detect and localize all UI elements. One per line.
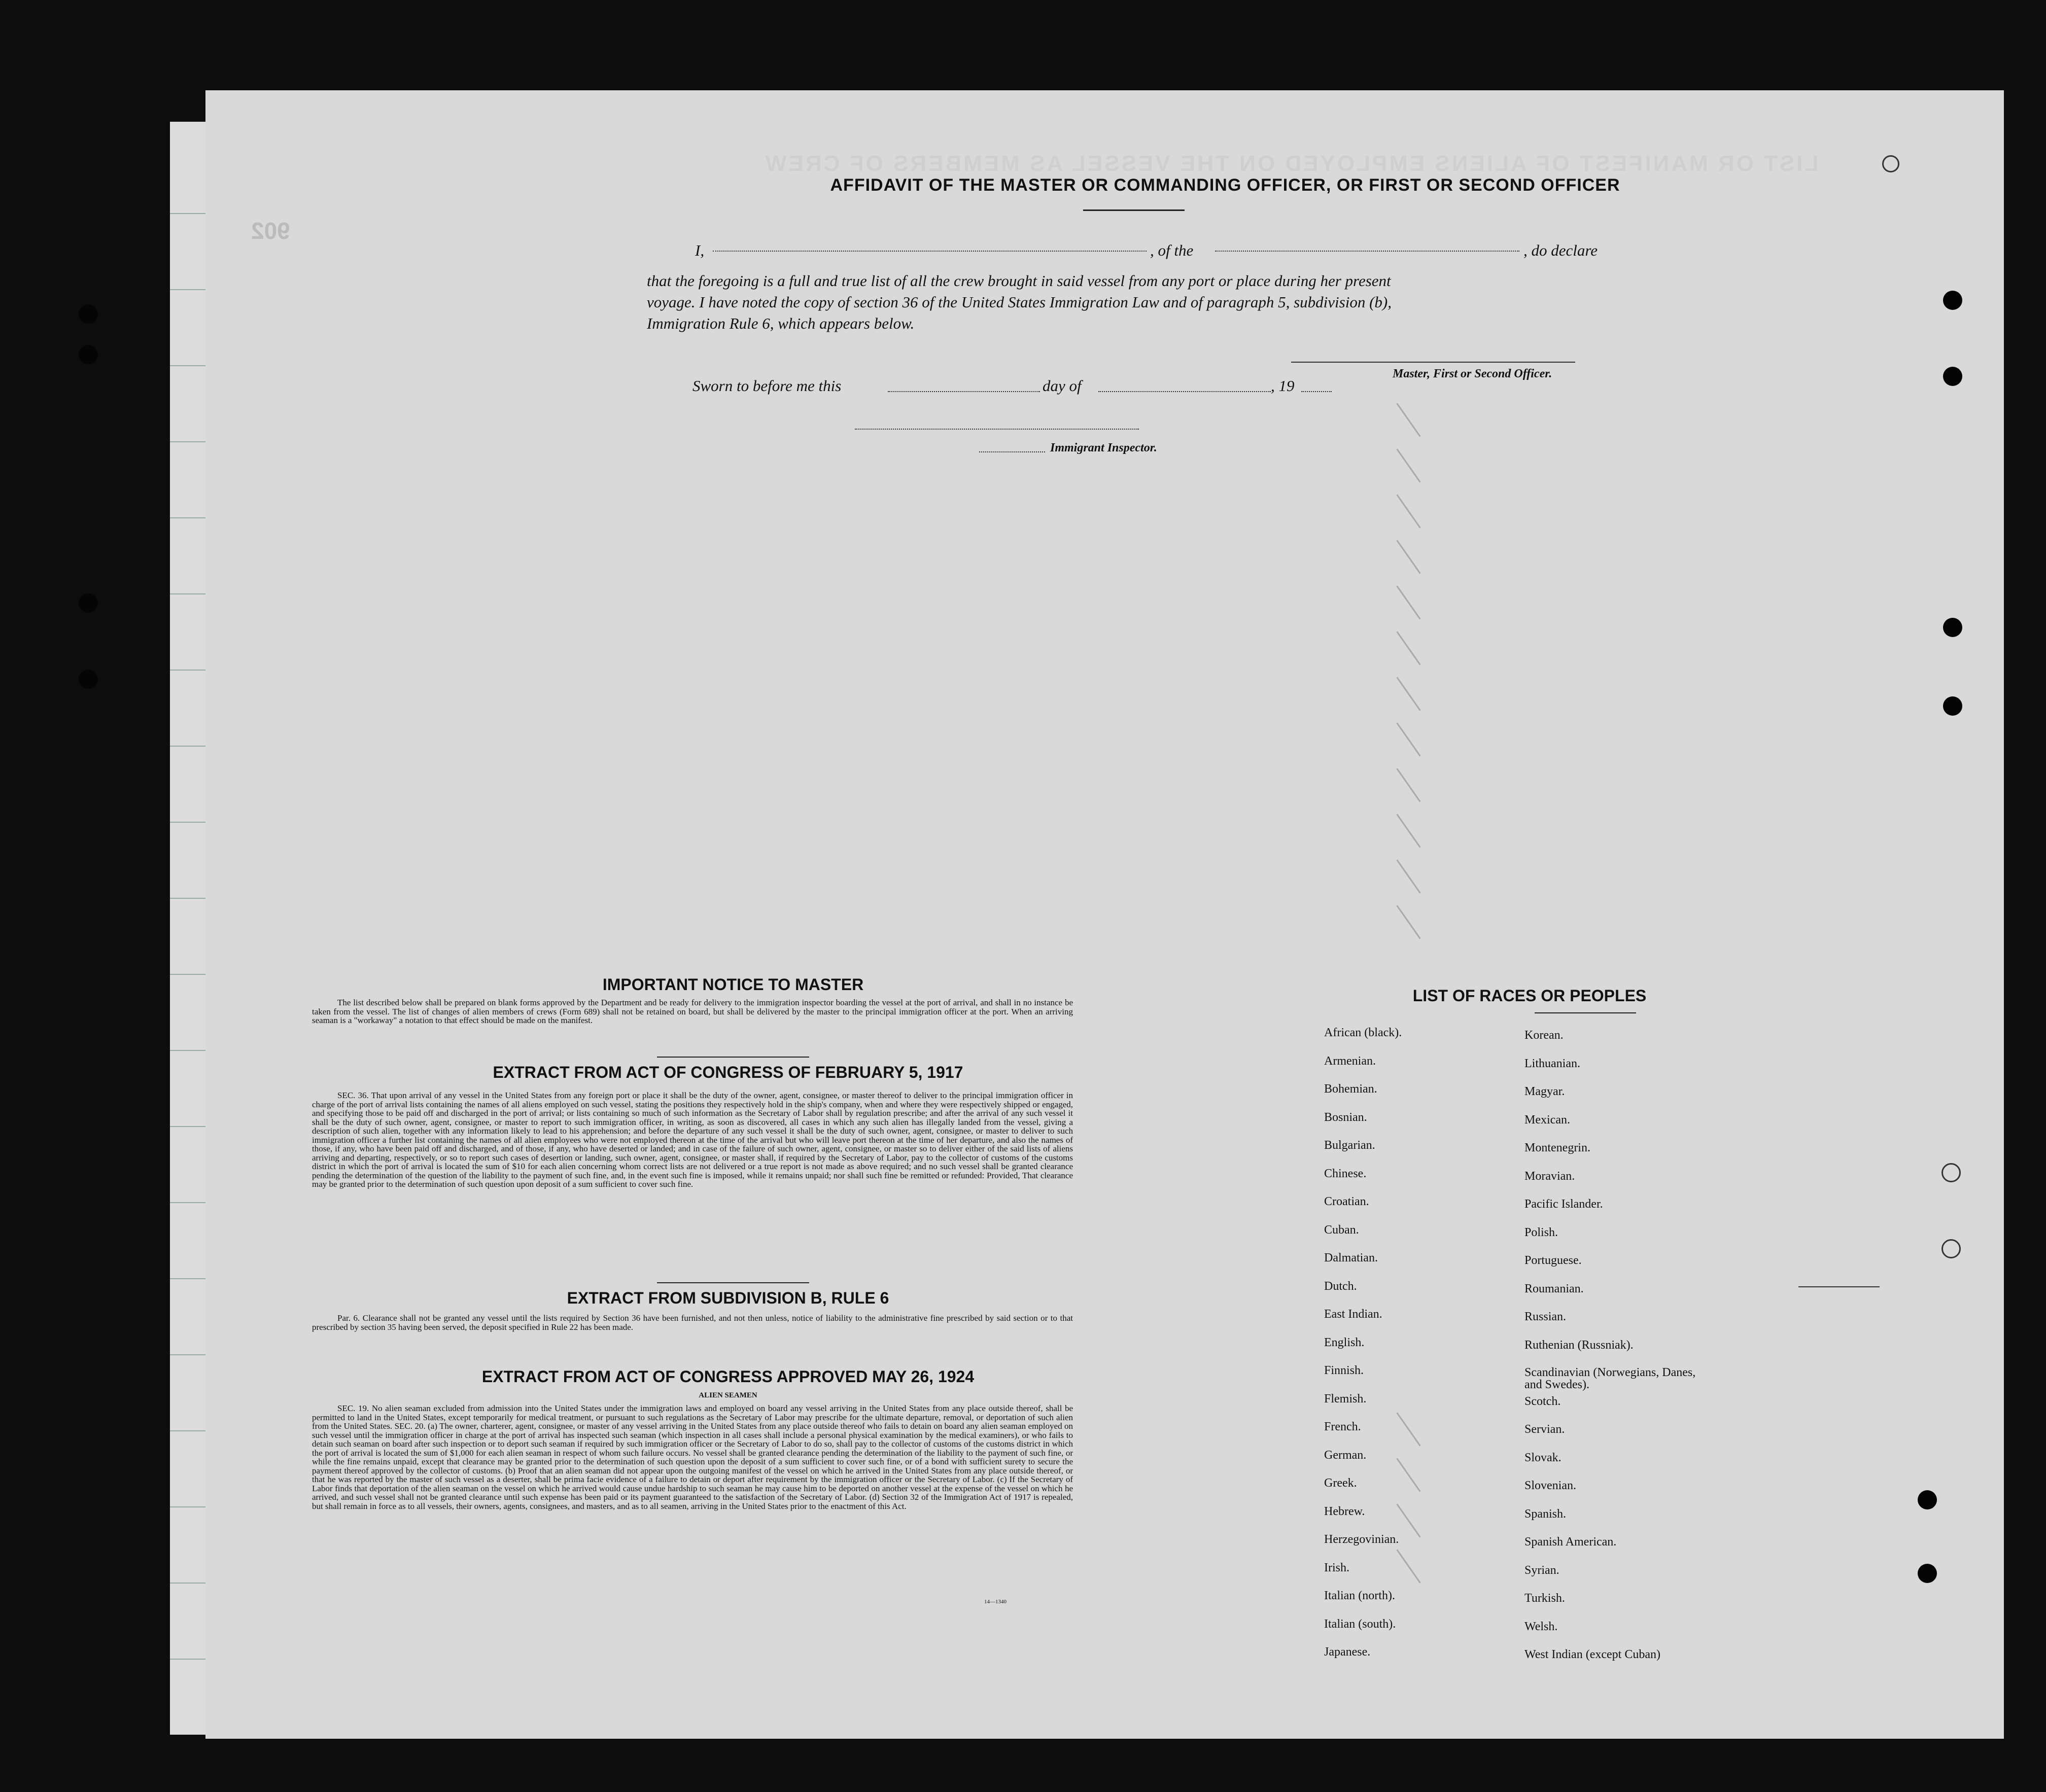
extract-1924-body: SEC. 19. No alien seaman excluded from admission into the United States under the immigration laws and employed on board any vessel arriving in the United States from any place outside thereof, shall be permitted to land in the United States, except temporarily for medical treatment, or pursuant to such regulations as the Secretary of Labor may prescribe for the ultimate departure, removal, or deportation of such alien from the United States. SEC. 20. (a) The owner, charterer, agent, consignee, or master of any vessel arriving in the United States from any place outside thereof who fails to detain on board any alien seaman employed on such vessel until the immigration officer in charge at the port of arrival has inspected such seaman (which inspection in all cases shall include a personal physical examination by the medical examiners), or who fails to detain such seaman on board after such inspection or to deport such seaman if required by such immigration officer or the Secretary of Labor to do so, shall pay to the collector of customs of the customs district in which the port of arrival is located the sum of $1,000 for each alien seaman in respect of whom such failure occurs. No vessel shall be granted clearance pending the determination of the liability to the payment of such fine, or while the fine remains unpaid, except that clearance may be granted prior to the determination of such question upon the deposit of a sum sufficient to cover such fine, or of a bond with sufficient surety to secure the payment thereof approved by the collector of customs. (b) Proof that an alien seaman did not appear upon the outgoing manifest of the vessel on which he arrived in the United States from any place outside thereof, or that he was reported by the master of such vessel as a deserter, shall be prima facie evidence of a failure to detain or deport after requirement by the immigration officer or the Secretary of Labor. (c) If the Secretary of Labor finds that deportation of the alien seaman on the vessel on which he arrived would cause undue hardship to such seaman he may cause him to be deported on another vessel at the expense of the vessel on which he arrived, and such vessel shall not be granted clearance until such expense has been paid or its payment guaranteed to the satisfaction of the Secretary of Labor. (d) Section 32 of the Immigration Act of 1917 is repealed, but shall remain in force as to all vessels, their owners, agents, consignees, and masters, and as to all seamen, arriving in the United States prior to the enactment of this Act. (312, 1403, 1073, 1511)
inspector-signature-line[interactable] (855, 429, 1139, 430)
race-item: Lithuanian. (1524, 1057, 1580, 1070)
race-item: Cuban. (1324, 1223, 1359, 1237)
do-declare-label: , do declare (1523, 241, 1598, 259)
races-right-column (1524, 1029, 1707, 1676)
affidavit-line-2: that the foregoing is a full and true list of all the crew brought in said vessel from any port or place during her present (647, 272, 1391, 290)
race-item: Syrian. (1524, 1563, 1559, 1577)
master-signature-line[interactable] (1291, 362, 1575, 363)
race-item: West Indian (except Cuban) (1524, 1648, 1660, 1661)
race-item: Scandinavian (Norwegians, Danes, and Swedes). (1524, 1366, 1696, 1391)
race-item: Irish. (1324, 1561, 1349, 1574)
affidavit-line-3: voyage. I have noted the copy of section 36 of the United States Immigration Law and of paragraph 5, subdivision (b), (647, 293, 1392, 311)
race-item: Pacific Islander. (1524, 1198, 1603, 1211)
punch-hole (1918, 1490, 1937, 1509)
race-item: Hebrew. (1324, 1504, 1365, 1518)
punch-hole (79, 593, 98, 613)
title-rule (1083, 209, 1185, 211)
race-item: Dutch. (1324, 1279, 1357, 1293)
race-item: Magyar. (1524, 1085, 1565, 1098)
inspector-dots (979, 451, 1045, 452)
name-field[interactable] (713, 251, 1147, 252)
race-item: Chinese. (1324, 1167, 1367, 1180)
race-item: Spanish American. (1524, 1535, 1617, 1549)
extract-rule6-title: EXTRACT FROM SUBDIVISION B, RULE 6 (567, 1289, 889, 1307)
punch-hole (1943, 696, 1962, 716)
extract-1917-body: SEC. 36. That upon arrival of any vessel in the United States from any foreign port or place it shall be the duty of the owner, agent, consignee, or master thereof to deliver to the principal immigration officer in charge of the port of arrival lists containing the names of all aliens employed on such vessel, stating the positions they respectively hold in the ship's company, when and where they were respectively shipped or engaged, and specifying those to be paid off and discharged in the port of arrival; or lists containing so much of such information as the Secretary of Labor shall by regulation prescribe; and after the arrival of any such vessel it shall be the duty of such owner, agent, consignee, or master to report to such immigration officer, in writing, as soon as discovered, all cases in which any such alien has illegally landed from the vessel, giving a description of such alien, together with any information likely to lead to his apprehension; and before the departure of any such vessel it shall be the duty of such owner, agent, consignee, or master to deliver to such immigration officer a further list containing the names of all alien employees who were not employed thereon at the time of the arrival but who will leave port thereon at the time of her departure, and also the names of those, if any, who have been paid off and discharged, and of those, if any, who have deserted or landed; and in case of the failure of such owner, agent, consignee, or master so to deliver either of the said lists of aliens arriving and departing, respectively, or so to report such cases of desertion or landing, such owner, agent, consignee, or master shall, if required by the Secretary of Labor, pay to the collector of customs of the customs district in which the port of arrival is located the sum of $10 for each alien concerning whom correct lists are not delivered or a true report is not made as above required; and no such vessel shall be granted clearance pending the determination of the question of the liability to the payment of such fine, and, in the event such fine is imposed, while it remains unpaid; nor shall such fine be remitted or refunded: Provided, That clearance may be granted prior to the determination of such question upon deposit of a sum sufficient to cover such fine. (312, 1091, 1073, 1189)
sworn-year-field[interactable] (1301, 391, 1332, 392)
punch-hole (1918, 1564, 1937, 1583)
race-item: Korean. (1524, 1029, 1564, 1042)
race-item: Welsh. (1524, 1620, 1558, 1633)
day-of-label: day of (1043, 377, 1082, 395)
form-number: 14—1340 (984, 1599, 1007, 1605)
affidavit-title: AFFIDAVIT OF THE MASTER OR COMMANDING OFFICER, OR FIRST OR SECOND OFFICER (830, 175, 1620, 195)
alien-seamen-subtitle: ALIEN SEAMEN (699, 1391, 757, 1399)
sworn-month-field[interactable] (1098, 391, 1271, 392)
race-item: German. (1324, 1448, 1367, 1462)
race-item: Slovak. (1524, 1451, 1562, 1464)
race-item: Ruthenian (Russniak). (1524, 1338, 1634, 1352)
race-item: Polish. (1524, 1225, 1558, 1239)
race-item: Roumanian. (1524, 1282, 1584, 1295)
affidavit-line-4: Immigration Rule 6, which appears below. (647, 314, 915, 332)
race-item: Flemish. (1324, 1392, 1367, 1406)
punch-hole (1943, 291, 1962, 310)
extract-rule6-body: Par. 6. Clearance shall not be granted any vessel until the lists required by Section 36 have been furnished, and not then unless, notice of liability to the administrative fine prescribed by said section or to that prescribed by section 35 having been served, the deposit specified in Rule 22 has been made. (312, 1313, 1073, 1332)
punch-hole (1941, 1163, 1961, 1182)
notice-title: IMPORTANT NOTICE TO MASTER (602, 975, 864, 994)
punch-hole (79, 304, 98, 324)
race-item: Moravian. (1524, 1169, 1575, 1183)
races-rule (1535, 1012, 1636, 1013)
race-item: Turkish. (1524, 1592, 1565, 1605)
race-item: Scotch. (1524, 1394, 1561, 1408)
notice-body: The list described below shall be prepared on blank forms approved by the Department and be ready for delivery to the immigration inspector boarding the vessel at the port of arrival, and shall in no instance be taken from the vessel. The list of changes of alien members of crews (Form 689) shall not be retained on board, but shall be delivered by the master to the principal immigration officer at the port. When an arriving seaman is a "workaway" a notation to that effect should be made on the manifest. (312, 998, 1073, 1025)
race-item: Croatian. (1324, 1195, 1369, 1208)
race-item: Bohemian. (1324, 1082, 1377, 1096)
master-label: Master, First or Second Officer. (1393, 367, 1552, 380)
race-item: Japanese. (1324, 1645, 1371, 1659)
punch-hole (79, 345, 98, 364)
manifest-page (205, 90, 2004, 1739)
race-item: Russian. (1524, 1310, 1567, 1323)
punch-hole (1941, 1239, 1961, 1258)
i-label: I, (695, 241, 705, 259)
section-rule (657, 1057, 809, 1058)
race-item: Mexican. (1524, 1113, 1570, 1127)
punch-hole (1943, 367, 1962, 386)
sworn-label: Sworn to before me this (692, 377, 842, 395)
race-item: Portuguese. (1524, 1254, 1582, 1267)
race-item: Bulgarian. (1324, 1139, 1375, 1152)
pencil-mark (1798, 1286, 1880, 1287)
of-the-label: , of the (1150, 241, 1194, 259)
races-left-column (1324, 1026, 1402, 1674)
race-item: Bosnian. (1324, 1110, 1367, 1124)
race-item: Greek. (1324, 1477, 1357, 1490)
race-item: Italian (south). (1324, 1617, 1396, 1631)
vessel-field[interactable] (1215, 251, 1519, 252)
race-item: Herzegovinian. (1324, 1533, 1399, 1546)
ghost-title: LIST OR MANIFEST OF ALIENS EMPLOYED ON THE VESSEL AS MEMBERS OF CREW (764, 151, 1819, 176)
section-rule (657, 1282, 809, 1283)
inspector-label: Immigrant Inspector. (1050, 441, 1157, 454)
punch-hole (1882, 155, 1899, 172)
race-item: Armenian. (1324, 1054, 1376, 1068)
race-item: French. (1324, 1420, 1361, 1433)
races-title: LIST OF RACES OR PEOPLES (1412, 987, 1647, 1005)
extract-1924-title: EXTRACT FROM ACT OF CONGRESS APPROVED MAY 26, 1924 (481, 1367, 975, 1386)
punch-hole (79, 670, 98, 689)
race-item: English. (1324, 1336, 1365, 1349)
race-item: Finnish. (1324, 1364, 1364, 1377)
sworn-day-field[interactable] (888, 391, 1040, 392)
race-item: Servian. (1524, 1423, 1565, 1436)
extract-1917-title: EXTRACT FROM ACT OF CONGRESS OF FEBRUARY 5, 1917 (493, 1063, 963, 1081)
race-item: African (black). (1324, 1026, 1402, 1039)
race-item: Montenegrin. (1524, 1141, 1590, 1154)
year-label: , 19 (1271, 377, 1295, 395)
race-item: Spanish. (1524, 1507, 1567, 1521)
race-item: Slovenian. (1524, 1479, 1576, 1492)
race-item: East Indian. (1324, 1308, 1382, 1321)
race-item: Dalmatian. (1324, 1251, 1378, 1264)
ghost-number: 902 (251, 218, 290, 244)
race-item: Italian (north). (1324, 1589, 1395, 1602)
punch-hole (1943, 618, 1962, 637)
